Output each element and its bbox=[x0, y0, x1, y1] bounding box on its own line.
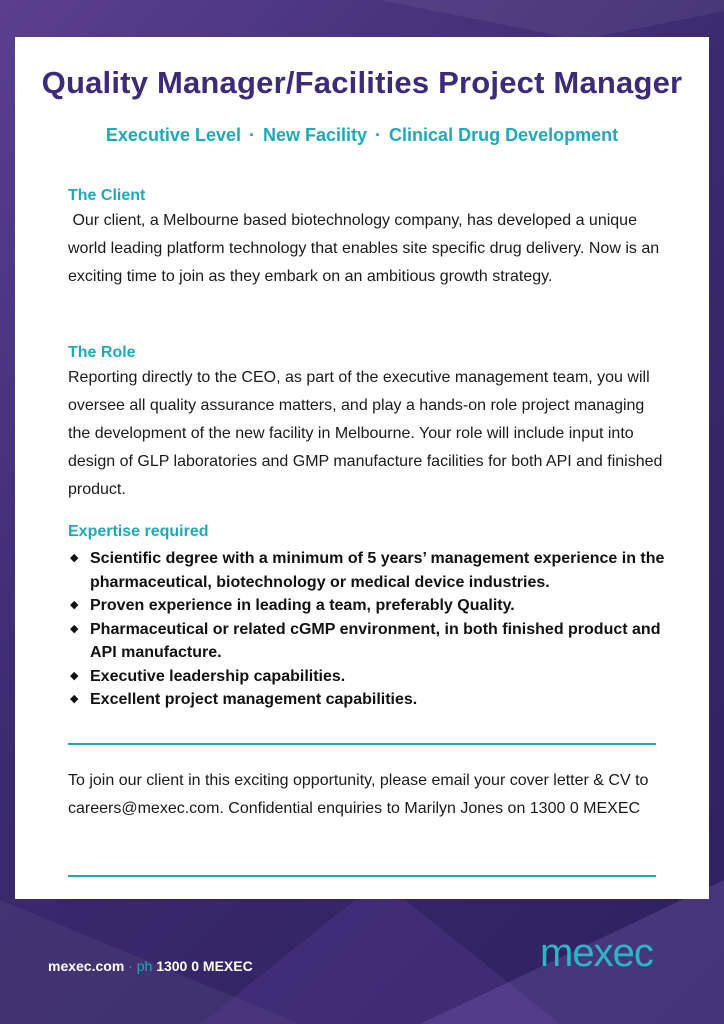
decorative-triangle bbox=[380, 0, 724, 40]
tag-facility: New Facility bbox=[263, 125, 368, 145]
diamond-bullet-icon: ◆ bbox=[70, 599, 79, 611]
list-item: ◆ Excellent project management capabilities. bbox=[68, 688, 668, 712]
tag-separator: · bbox=[249, 125, 255, 145]
role-section bbox=[68, 344, 668, 504]
tag-area: Clinical Drug Development bbox=[389, 125, 619, 145]
divider bbox=[68, 743, 656, 745]
tag-level: Executive Level bbox=[105, 125, 241, 145]
expertise-heading: Expertise required bbox=[68, 523, 209, 540]
client-text: Our client, a Melbourne based biotechnology company, has developed a unique world leading platform technology that enables site specific drug delivery. Now is an exciting time to join as they embark on an ambitious growth strategy. bbox=[68, 212, 664, 285]
list-item: ◆ Pharmaceutical or related cGMP environment, in both finished product and API manufacture. bbox=[68, 618, 668, 665]
client-heading: The Client bbox=[68, 187, 146, 204]
apply-text: To join our client in this exciting opportunity, please email your cover letter & CV to careers@mexec.com. Confidential enquiries to Marilyn Jones on 1300 0 MEXEC bbox=[68, 772, 649, 817]
diamond-bullet-icon: ◆ bbox=[70, 669, 79, 682]
expertise-section bbox=[68, 523, 668, 712]
logo-text: mexec bbox=[540, 931, 653, 975]
role-text: Reporting directly to the CEO, as part of the executive management team, you will oversee all quality assurance matters, and play a hands-on role project managing the development of the new facility in Melbourne. Your role will include input into design of GLP laboratories and GMP manufacture facilities for both API and finished product. bbox=[68, 369, 663, 498]
website-link[interactable]: mexec.com bbox=[48, 958, 125, 974]
footer-contact bbox=[48, 958, 253, 974]
diamond-bullet-icon: ◆ bbox=[70, 552, 79, 564]
footer-separator: · bbox=[128, 958, 133, 974]
list-item: ◆ Executive leadership capabilities. bbox=[68, 665, 668, 689]
apply-section bbox=[68, 765, 668, 823]
phone-number: 1300 0 MEXEC bbox=[156, 958, 253, 974]
expertise-list bbox=[68, 547, 668, 712]
phone-label: ph bbox=[136, 958, 153, 974]
list-item: ◆ Scientific degree with a minimum of 5 years’ management experience in the pharmaceutical, biotechnology or medical device industries. bbox=[68, 547, 668, 594]
diamond-bullet-icon: ◆ bbox=[70, 622, 79, 635]
list-item: ◆ Proven experience in leading a team, preferably Quality. bbox=[68, 594, 668, 618]
role-heading: The Role bbox=[68, 344, 136, 361]
client-section bbox=[68, 187, 668, 291]
job-tags bbox=[15, 125, 709, 146]
tag-separator: · bbox=[375, 125, 382, 145]
mexec-logo bbox=[540, 928, 680, 978]
diamond-bullet-icon: ◆ bbox=[70, 693, 79, 705]
divider bbox=[68, 875, 656, 877]
content-card bbox=[15, 37, 709, 899]
job-title: Quality Manager/Facilities Project Manager bbox=[41, 65, 683, 100]
